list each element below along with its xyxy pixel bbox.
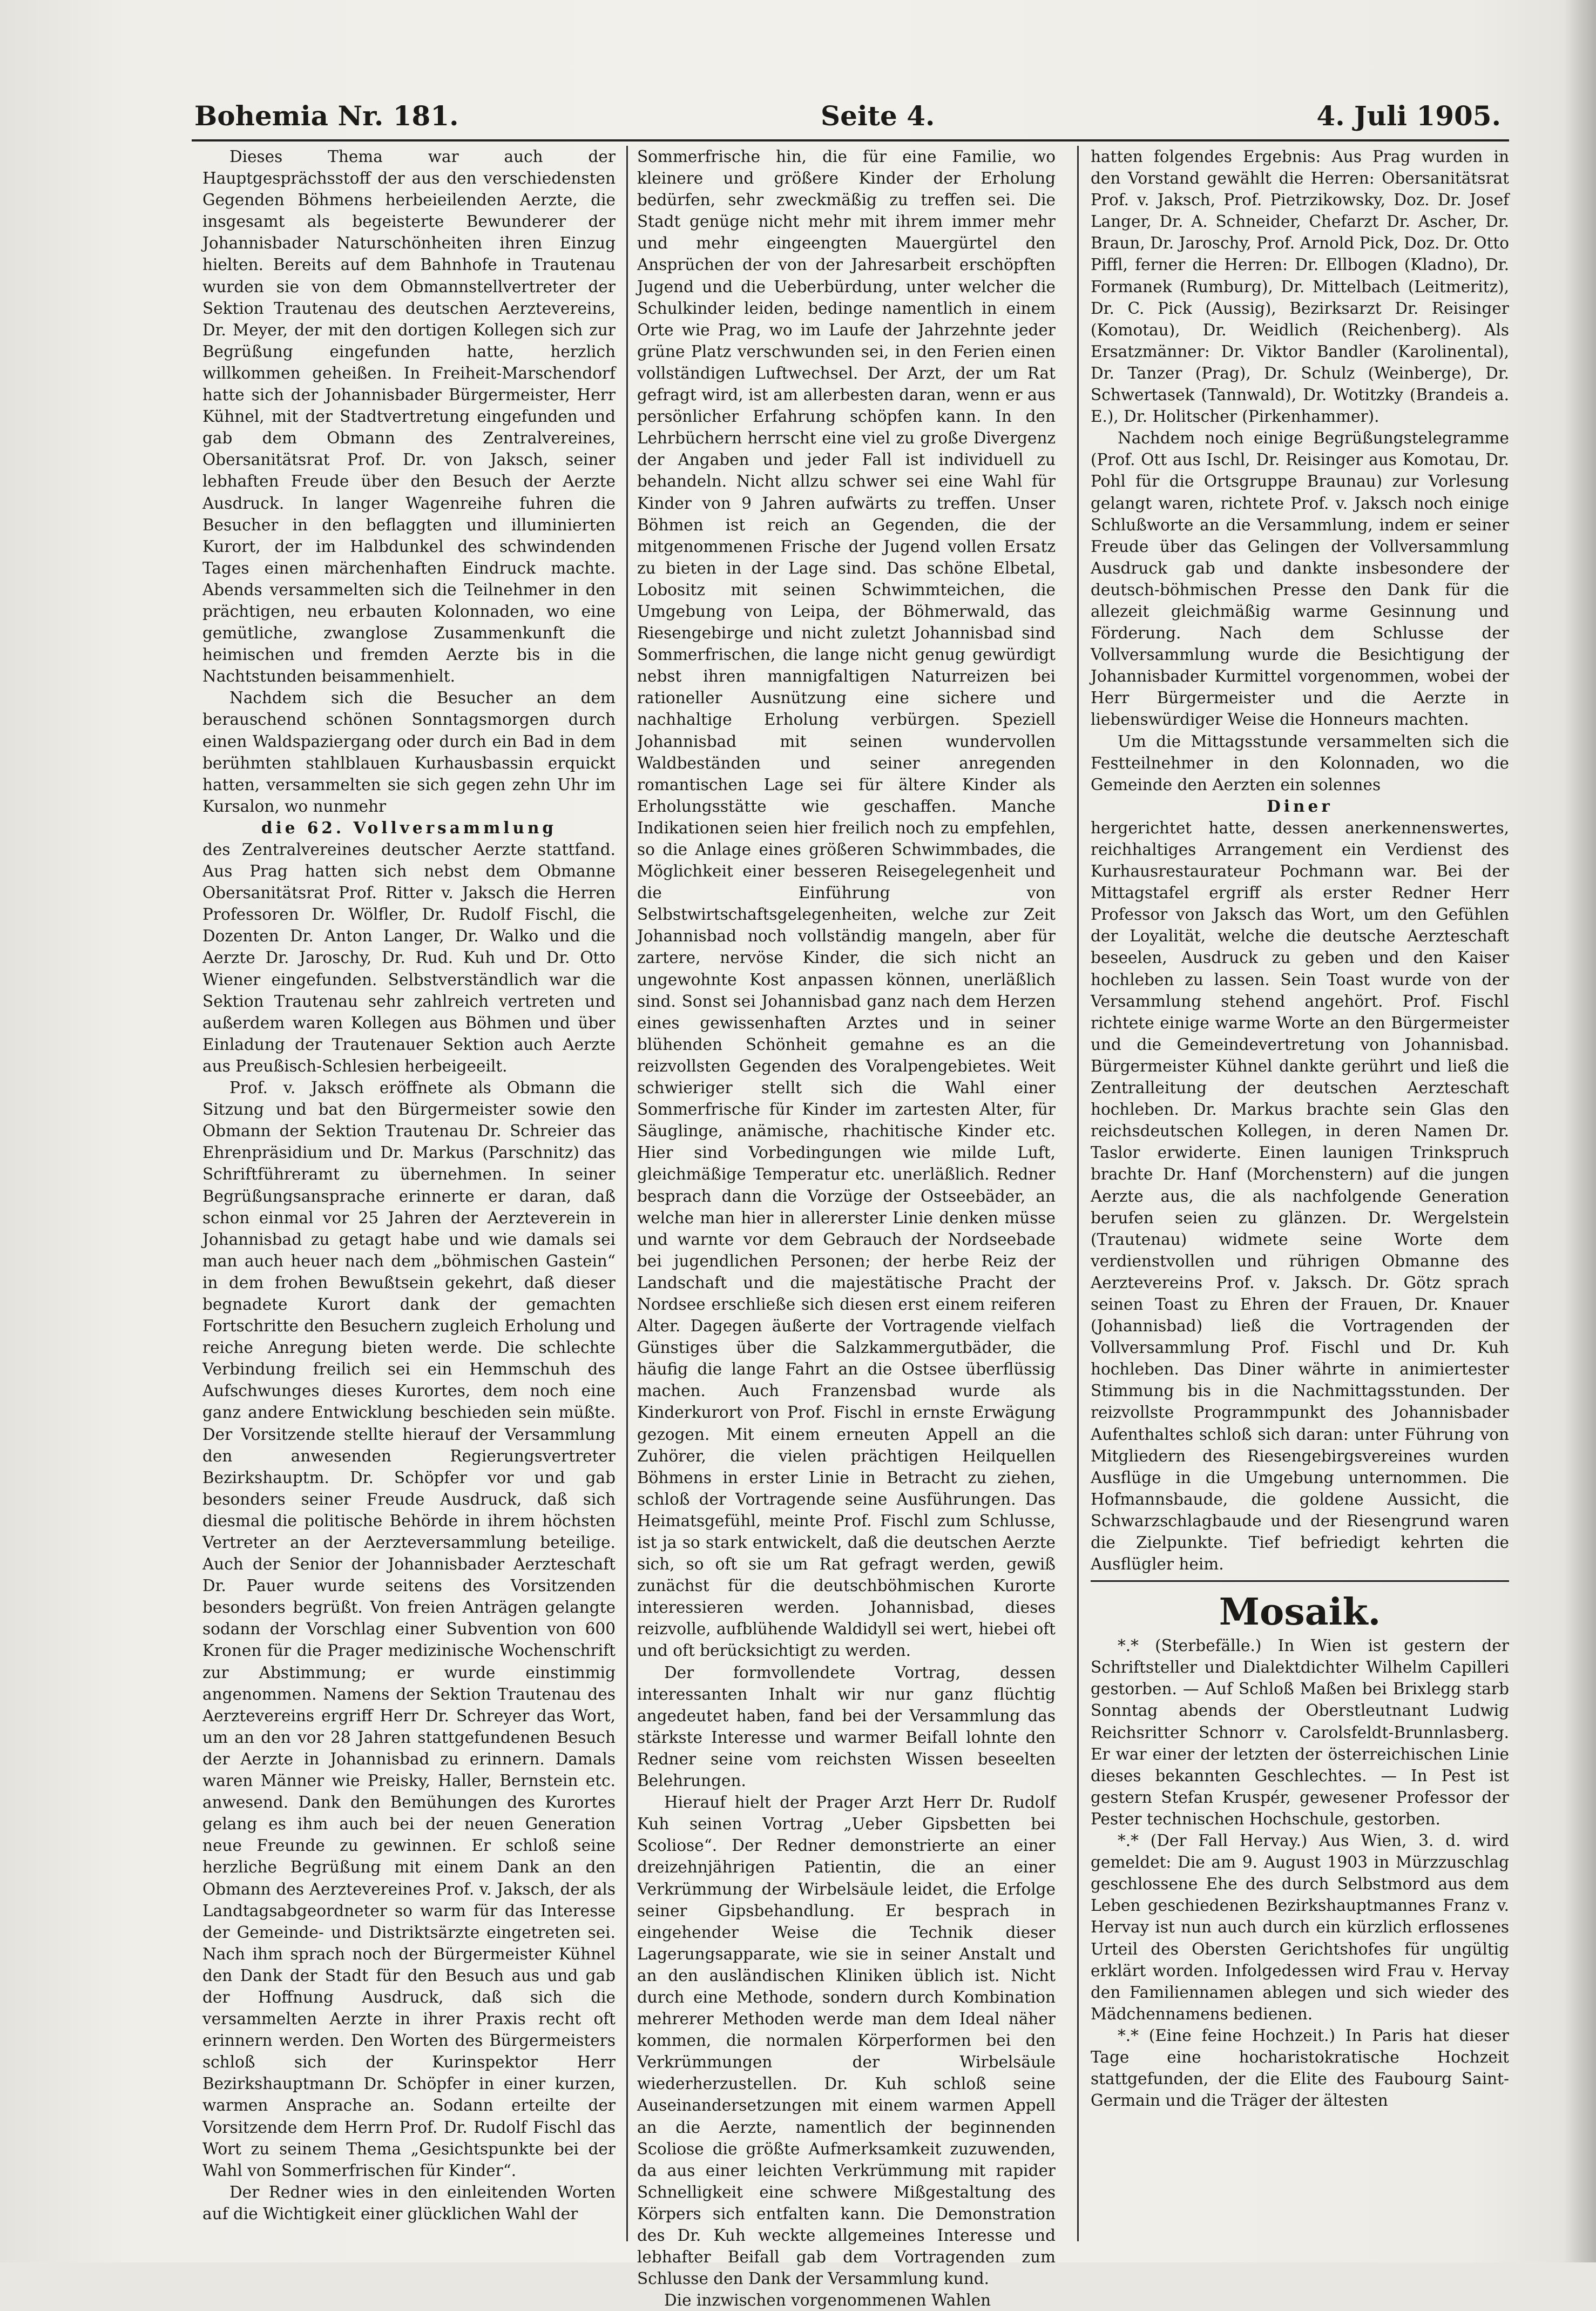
article-paragraph: Der Redner wies in den einleitenden Worten auf die Wichtigkeit einer glücklichen Wahl der — [202, 2182, 616, 2223]
header-date: 4. Juli 1905. — [1316, 100, 1501, 132]
article-paragraph: Der formvollendete Vortrag, dessen interessanten Inhalt wir nur ganz flüchtig angedeutet haben, fand bei der Versammlung das stärkste Interesse und warmer Beifall lohnte den Redner seine vom reichsten Wissen beseelten Belehrungen. — [637, 1663, 1056, 1790]
article-paragraph: hatten folgendes Ergebnis: Aus Prag wurden in den Vorstand gewählt die Herren: Obersanitätsrat Prof. v. Jaksch, Prof. Pietrzikowsky, Doz. Dr. Josef Langer, Dr. A. Schneider, Chefarzt Dr. Ascher, Dr. Braun, Dr. Jaroschy, Prof. Arnold Pick, Doz. Dr. Otto Piffl, ferner die Herren: Dr. Ellbogen (Kladno), Dr. Formanek (Rumburg), Dr. Mittelbach (Leitmeritz), Dr. C. Pick (Aussig), Bezirksarzt Dr. Reisinger (Komotau), Dr. Weidlich (Reichenberg). Als Ersatzmänner: Dr. Viktor Bandler (Karolinental), Dr. Tanzer (Prag), Dr. Schulz (Weinberge), Dr. Schwertasek (Tannwald), Dr. Wotitzky (Brandeis a. E.), Dr. Holitscher (Pirkenhammer). — [1091, 147, 1509, 426]
article-paragraph: Hierauf hielt der Prager Arzt Herr Dr. Rudolf Kuh seinen Vortrag „Ueber Gipsbetten bei Scoliose“. Der Redner demonstrierte an einer dreizehnjährigen Patientin, die an einer Verkrümmung der Wirbelsäule leidet, die Erfolge seiner Gipsbehandlung. Er besprach in eingehender Weise die Technik dieser Lagerungsapparate, wie sie in seiner Anstalt und an den ausländischen Kliniken üblich ist. Nicht durch eine Methode, sondern durch Kombination mehrerer Methoden werde man dem Ideal näher kommen, die normalen Körperformen bei den Verkrümmungen der Wirbelsäule wiederherzustellen. Dr. Kuh schloß seine Auseinandersetzungen mit einem warmen Appell an die Aerzte, namentlich der beginnenden Scoliose die größte Aufmerksamkeit zuzuwenden, da aus einer leichten Verkrümmung mit rapider Schnelligkeit eine schwere Mißgestaltung des Körpers sich entfalten kann. Die Demonstration des Dr. Kuh weckte allgemeines Interesse und lebhafter Beifall gab dem Vortragenden zum Schlusse den Dank der Versammlung kund. — [637, 1793, 1056, 2288]
column-divider-2 — [1077, 146, 1079, 2241]
section-heading-mosaik: Mosaik. — [1219, 1591, 1381, 1634]
article-paragraph: Sommerfrische hin, die für eine Familie, wo kleinere und größere Kinder der Erholung bedürfen, sehr zweckmäßig zu treffen sei. Die Stadt genüge nicht mehr mit ihrem immer mehr und mehr eingeengten Mauergürtel den Ansprüchen der von der Jahresarbeit erschöpften Jugend und die Ueberbürdung, unter welcher die Schulkinder leiden, bedinge namentlich in einem Orte wie Prag, wo im Laufe der Jahrzehnte jeder grüne Platz verschwunden sei, in den Ferien einen vollständigen Luftwechsel. Der Arzt, der um Rat gefragt wird, ist am allerbesten daran, wenn er aus persönlicher Erfahrung schöpfen kann. In den Lehrbüchern herrscht eine viel zu große Divergenz der Angaben und jeder Fall ist individuell zu behandeln. Nicht allzu schwer sei eine Wahl für Kinder von 9 Jahren aufwärts zu treffen. Unser Böhmen ist reich an Gegenden, die der mitgenommenen Frische der Jugend vollen Ersatz zu bieten in der Lage sind. Das schöne Elbetal, Lobositz mit seinen Schwimmteichen, die Umgebung von Leipa, der Böhmerwald, das Riesengebirge und nicht zuletzt Johannisbad sind Sommerfrischen, die lange nicht genug gewürdigt nebst ihren mannigfaltigen Naturreizen bei rationeller Ausnützung eine sichere und nachhaltige Erholung verbürgen. Speziell Johannisbad mit seinen wundervollen Waldbeständen und seiner anregenden romantischen Lage sei für ältere Kinder als Erholungsstätte wie geschaffen. Manche Indikationen seien hier freilich noch zu empfehlen, so die Anlage eines größeren Schwimmbades, die Möglichkeit einer besseren Reisegelegenheit und die Einführung von Selbstwirtschaftsgelegenheiten, welche zur Zeit Johannisbad noch vollständig mangeln, aber für zartere, nervöse Kinder, die sich nicht an ungewohnte Kost anpassen können, unerläßlich sind. Sonst sei Johannisbad ganz nach dem Herzen eines gewissenhaften Arztes und in seiner blühenden Schönheit gemahne es an die reizvollsten Gegenden des Voralpengebietes. Weit schwieriger stellt sich die Wahl einer Sommerfrische für Kinder im zartesten Alter, für Säuglinge, anämische, rhachitische Kinder etc. Hier sind Vorbedingungen wie milde Luft, gleichmäßige Temperatur etc. unerläßlich. Redner besprach dann die Vorzüge der Ostseebäder, an welche man hier in allererster Linie denken müsse und warnte vor dem Gebrauch der Nordseebade bei jugendlichen Personen; der herbe Reiz der Landschaft und die majestätische Pracht der Nordsee erschließe sich diesen erst einem reiferen Alter. Dagegen äußerte der Vortragende vielfach Günstiges über die Salzkammergutbäder, die häufig die lange Fahrt an die Ostsee überflüssig machen. Auch Franzensbad wurde als Kinderkurort von Prof. Fischl in ernste Erwägung gezogen. Mit einem erneuten Appell an die Zuhörer, die vielen prächtigen Heilquellen Böhmens in erster Linie in Betracht zu ziehen, schloß der Vortragende seine Ausführungen. Das Heimatsgefühl, meinte Prof. Fischl zum Schlusse, ist ja so stark entwickelt, daß die deutschen Aerzte sich, so oft sie um Rat gefragt werden, gewiß zunächst für die deutschböhmischen Kurorte interessieren werden. Johannisbad, dieses reizvolle, aufblühende Waldidyll sei wert, hiebei oft und oft berücksichtigt zu werden. — [637, 147, 1056, 1660]
article-paragraph: Prof. v. Jaksch eröffnete als Obmann die Sitzung und bat den Bürgermeister sowie den Obmann der Sektion Trautenau Dr. Schreier das Ehrenpräsidium und Dr. Markus (Parschnitz) das Schriftführeramt zu übernehmen. In seiner Begrüßungsansprache erinnerte er daran, daß schon einmal vor 25 Jahren der Aerzteverein in Johannisbad zu getagt habe und wie damals sei man auch heuer nach dem „böhmischen Gastein“ in dem frohen Bewußtsein gekehrt, daß dieser begnadete Kurort dank der gemachten Fortschritte den Besuchern zugleich Erholung und reiche Anregung bieten werde. Die schlechte Verbindung freilich sei ein Hemmschuh des Aufschwunges dieses Kurortes, dem noch eine ganz andere Entwicklung beschieden sein müßte. Der Vorsitzende stellte hierauf der Versammlung den anwesenden Regierungsvertreter Bezirkshauptm. Dr. Schöpfer vor und gab besonders seiner Freude Ausdruck, daß sich diesmal die politische Behörde in ihrem höchsten Vertreter an der Aerzteversammlung beteilige. Auch der Senior der Johannisbader Aerzteschaft Dr. Pauer wurde seitens des Vorsitzenden besonders begrüßt. Von freien Anträgen gelangte sodann der Vorschlag einer Subvention von 600 Kronen für die Prager medizinische Wochenschrift zur Abstimmung; er wurde einstimmig angenommen. Namens der Sektion Trautenau des Aerztevereins ergriff Herr Dr. Schreyer das Wort, um an den vor 28 Jahren stattgefundenen Besuch der Aerzte in Johannisbad zu erinnern. Damals waren Männer wie Preisky, Haller, Bernstein etc. anwesend. Dank den Bemühungen des Kurortes gelang es ihm auch bei der neuen Generation neue Freunde zu gewinnen. Er schloß seine herzliche Begrüßung mit einem Dank an den Obmann des Aerztevereines Prof. v. Jaksch, der als Landtagsabgeordneter so warm für das Interesse der Gemeinde- und Distriktsärzte eingetreten sei. Nach ihm sprach noch der Bürgermeister Kühnel den Dank der Stadt für den Besuch aus und gab der Hoffnung Ausdruck, daß sich die versammelten Aerzte in ihrer Praxis recht oft erinnern werden. Den Worten des Bürgermeisters schloß sich der Kurinspektor Herr Bezirkshauptmann Dr. Schöpfer in einer kurzen, warmen Ansprache an. Sodann erteilte der Vorsitzende dem Herrn Prof. Dr. Rudolf Fischl das Wort zu seinem Thema „Gesichtspunkte bei der Wahl von Sommerfrischen für Kinder“. — [202, 1079, 616, 2180]
column-divider-1 — [626, 146, 628, 2241]
article-paragraph: des Zentralvereines deutscher Aerzte stattfand. Aus Prag hatten sich nebst dem Obmanne Obersanitätsrat Prof. Ritter v. Jaksch die Herren Professoren Dr. Wölfler, Dr. Rudolf Fischl, die Dozenten Dr. Anton Langer, Dr. Walko und die Aerzte Dr. Jaroschy, Dr. Rud. Kuh und Dr. Otto Wiener eingefunden. Selbstverständlich war die Sektion Trautenau sehr zahlreich vertreten und außerdem waren Kollegen aus Böhmen und über Einladung der Trautenauer Sektion auch Aerzte aus Preußisch-Schlesien herbeigeeilt. — [202, 840, 616, 1075]
article-paragraph: Die inzwischen vorgenommenen Wahlen — [664, 2291, 991, 2310]
section-rule — [1091, 1580, 1509, 1582]
column-1 — [202, 146, 616, 2247]
section-subheading: die 62. Vollversammlung — [261, 818, 557, 837]
section-subheading: Diner — [1267, 796, 1333, 816]
news-item: *.* (Eine feine Hochzeit.) In Paris hat dieser Tage eine hocharistokratische Hochzeit stattgefunden, der die Elite des Faubourg Saint-Germain und die Träger der ältesten — [1091, 2026, 1509, 2110]
column-3 — [1091, 146, 1509, 2247]
article-paragraph: Dieses Thema war auch der Hauptgesprächsstoff der aus den verschiedensten Gegenden Böhmens herbeieilenden Aerzte, die insgesamt als begeisterte Bewunderer der Johannisbader Naturschönheiten ihren Einzug hielten. Bereits auf dem Bahnhofe in Trautenau wurden sie von dem Obmannstellvertreter der Sektion Trautenau des deutschen Aerztevereins, Dr. Meyer, der mit den dortigen Kollegen sich zur Begrüßung eingefunden hatte, herzlich willkommen geheißen. In Freiheit-Marschendorf hatte sich der Johannisbader Bürgermeister, Herr Kühnel, mit der Stadtvertretung eingefunden und gab dem Obmann des Zentralvereines, Obersanitätsrat Prof. Dr. von Jaksch, seiner lebhaften Freude über den Besuch der Aerzte Ausdruck. In langer Wagenreihe fuhren die Besucher in den beflaggten und illuminierten Kurort, der im Halbdunkel des schwindenden Tages einen märchenhaften Eindruck machte. Abends versammelten sich die Teilnehmer in den prächtigen, neu erbauten Kolonnaden, wo eine gemütliche, zwanglose Zusammenkunft die heimischen und fremden Aerzte bis in die Nachtstunden beisammenhielt. — [202, 147, 616, 686]
article-paragraph: Um die Mittagsstunde versammelten sich die Festteilnehmer in den Kolonnaden, wo die Gemeinde den Aerzten ein solennes — [1091, 732, 1509, 794]
article-paragraph: hergerichtet hatte, dessen anerkennenswertes, reichhaltiges Arrangement ein Verdienst des Kurhausrestaurateur Pochmann war. Bei der Mittagstafel ergriff als erster Redner Herr Professor von Jaksch das Wort, um den Gefühlen der Loyalität, welche die deutsche Aerzteschaft beseelen, Ausdruck zu geben und den Kaiser hochleben zu lassen. Sein Toast wurde von der Versammlung stehend angehört. Prof. Fischl richtete einige warme Worte an den Bürgermeister und die Gemeindevertretung von Johannisbad. Bürgermeister Kühnel dankte gerührt und ließ die Zentralleitung der deutschen Aerzteschaft hochleben. Dr. Markus brachte sein Glas den reichsdeutschen Kollegen, in deren Namen Dr. Taslor erwiderte. Einen launigen Trinkspruch brachte Dr. Hanf (Morchenstern) auf die jungen Aerzte aus, die als nachfolgende Generation berufen seien zu glänzen. Dr. Wergelstein (Trautenau) widmete seine Worte dem verdienstvollen und rührigen Obmanne des Aerztevereins Prof. v. Jaksch. Dr. Götz sprach seinen Toast zu Ehren der Frauen, Dr. Knauer (Johannisbad) ließ die Vortragenden der Vollversammlung Prof. Fischl und Dr. Kuh hochleben. Das Diner währte in animiertester Stimmung bis in die Nachmittagsstunden. Der reizvollste Programmpunkt des Johannisbader Aufenthaltes schloß sich daran: unter Führung von Mitgliedern des Riesengebirgsvereines wurden Ausflüge in die Umgebung unternommen. Die Hofmannsbaude, die goldene Aussicht, die Schwarzschlagbaude und der Riesengrund waren die Zielpunkte. Tief befriedigt kehrten die Ausflügler heim. — [1091, 818, 1509, 1574]
header-page-number: Seite 4. — [821, 100, 935, 132]
news-item: *.* (Der Fall Hervay.) Aus Wien, 3. d. wird gemeldet: Die am 9. August 1903 in Mürzzuschlag geschlossene Ehe des durch Selbstmord aus dem Leben geschiedenen Bezirkshauptmannes Franz v. Hervay ist nun auch durch ein kürzlich erflossenes Urteil des Obersten Gerichtshofes für ungültig erklärt worden. Infolgedessen wird Frau v. Hervay den Familiennamen ablegen und sich wieder des Mädchennamens bedienen. — [1091, 1831, 1509, 2023]
header-rule — [192, 139, 1509, 142]
article-paragraph: Nachdem noch einige Begrüßungstelegramme (Prof. Ott aus Ischl, Dr. Reisinger aus Komotau, Dr. Pohl für die Ortsgruppe Braunau) zur Vorlesung gelangt waren, richtete Prof. v. Jaksch noch einige Schlußworte an die Versammlung, indem er seiner Freude über das Gelingen der Vollversammlung Ausdruck gab und dankte insbesondere der deutsch-böhmischen Presse den Dank für die allezeit gleichmäßig warme Gesinnung und Förderung. Nach dem Schlusse der Vollversammlung wurde die Besichtigung der Johannisbader Kurmittel vorgenommen, wobei der Herr Bürgermeister und die Aerzte in liebenswürdiger Weise die Honneurs machten. — [1091, 429, 1509, 729]
page-header — [194, 95, 1501, 138]
header-masthead: Bohemia Nr. 181. — [194, 100, 459, 132]
page-edge-shadow — [1564, 0, 1596, 2262]
column-2 — [637, 146, 1056, 2310]
news-item: *.* (Sterbefälle.) In Wien ist gestern der Schriftsteller und Dialektdichter Wilhelm Capilleri gestorben. — Auf Schloß Maßen bei Brixlegg starb Sonntag abends der Oberstleutnant Ludwig Reichsritter Schnorr v. Carolsfeldt-Brunnlasberg. Er war einer der letzten der österreichischen Linie dieses bekannten Geschlechtes. — In Pest ist gestern Stefan Kruspér, gewesener Professor der Pester technischen Hochschule, gestorben. — [1091, 1636, 1509, 1828]
article-paragraph: Nachdem sich die Besucher an dem berauschend schönen Sonntagsmorgen durch einen Waldspaziergang oder durch ein Bad in dem berühmten stahlblauen Kurhausbassin erquickt hatten, versammelten sie sich gegen zehn Uhr im Kursalon, wo nunmehr — [202, 689, 616, 816]
